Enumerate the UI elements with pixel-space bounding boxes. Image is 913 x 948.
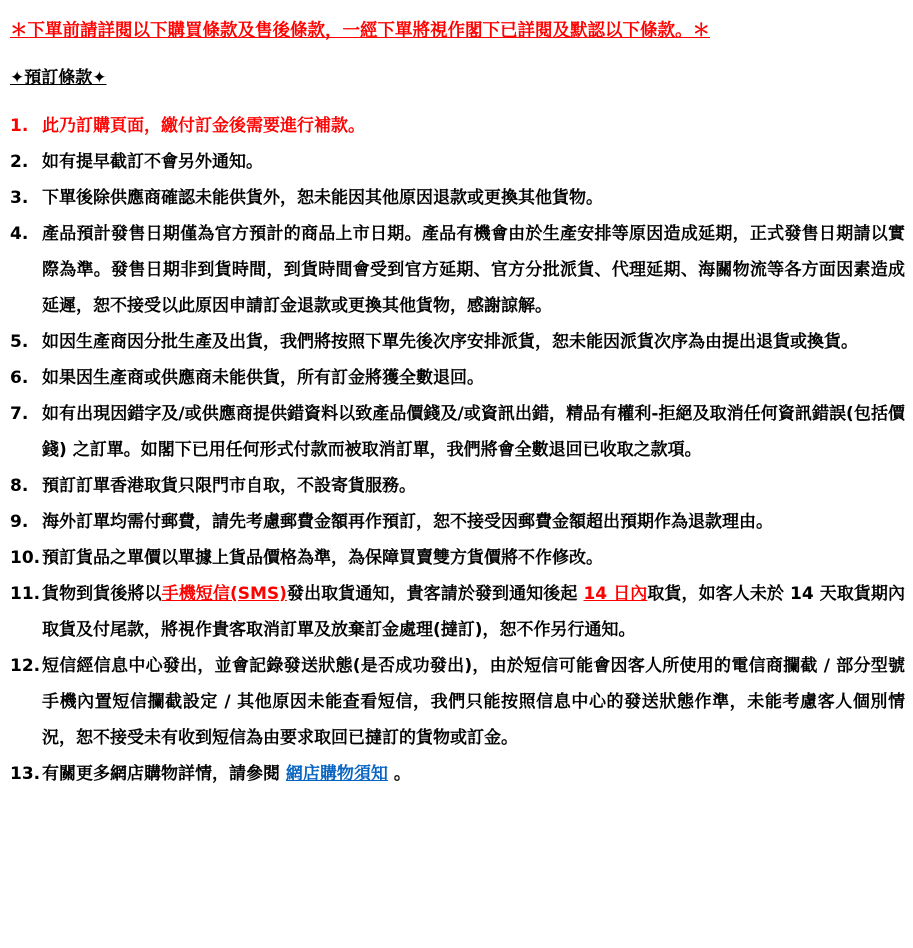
item-text xyxy=(42,360,905,396)
text-segment: 取貨，如客人未於 14 天取貨期內取貨及付尾款，將視作貴客取消訂單及放棄訂金處理(撻訂)，恕不作另行通知。 xyxy=(42,584,906,640)
item-number: 5. xyxy=(10,332,29,352)
list-item xyxy=(8,108,905,144)
list-item xyxy=(8,396,905,468)
text-segment: 有關更多網店購物詳情，請參閱 xyxy=(42,764,286,784)
list-item xyxy=(8,648,905,756)
list-item xyxy=(8,360,905,396)
item-number: 3. xyxy=(10,188,29,208)
item-number: 13. xyxy=(10,764,41,784)
text-segment: 預訂貨品之單價以單據上貨品價格為準，為保障買賣雙方貨價將不作修改。 xyxy=(42,548,603,568)
text-segment: 貨物到貨後將以 xyxy=(42,584,162,604)
text-segment: 短信經信息中心發出，並會記錄發送狀態(是否成功發出)，由於短信可能會因客人所使用的電信商攔截 / 部分型號手機內置短信攔截設定 / 其他原因未能查看短信，我們只能按照信息中心的發送狀態作準，未能考慮客人個別情況，恕不接受未有收到短信為由要求取回已撻訂的貨物或訂金。 xyxy=(42,656,905,748)
item-number: 10. xyxy=(10,548,41,568)
item-number: 12. xyxy=(10,656,41,676)
days-highlight: 14 日內 xyxy=(583,584,648,604)
page-title: ＊下單前請詳閱以下購買條款及售後條款，一經下單將視作閣下已詳閱及默認以下條款。＊ xyxy=(10,21,710,41)
list-item xyxy=(8,540,905,576)
sms-highlight: 手機短信(SMS) xyxy=(161,584,287,604)
item-text xyxy=(42,468,905,504)
item-number: 6. xyxy=(10,368,29,388)
text-segment: 如有提早截訂不會另外通知。 xyxy=(42,152,263,172)
shop-guide-link[interactable]: 網店購物須知 xyxy=(285,764,388,784)
list-item xyxy=(8,324,905,360)
item-text xyxy=(42,324,905,360)
list-item xyxy=(8,144,905,180)
text-segment: 預訂訂單香港取貨只限門市自取，不設寄貨服務。 xyxy=(42,476,416,496)
text-segment: 如有出現因錯字及/或供應商提供錯資料以致產品價錢及/或資訊出錯，精品有權利-拒絕及取消任何資訊錯誤(包括價錢) 之訂單。如閣下已用任何形式付款而被取消訂單，我們將會全數退回已收取之款項。 xyxy=(42,404,905,460)
text-segment: 如因生產商因分批生產及出貨，我們將按照下單先後次序安排派貨，恕未能因派貨次序為由提出退貨或換貨。 xyxy=(42,332,858,352)
item-text xyxy=(42,144,905,180)
list-item xyxy=(8,576,905,648)
item-text xyxy=(42,108,905,144)
list-item xyxy=(8,504,905,540)
item-text xyxy=(42,396,905,468)
item-text xyxy=(42,504,905,540)
item-number: 4. xyxy=(10,224,29,244)
list-item xyxy=(8,468,905,504)
item-number: 9. xyxy=(10,512,29,532)
item-text xyxy=(42,648,905,756)
text-segment: 發出取貨通知，貴客請於發到通知後起 xyxy=(286,584,584,604)
item-text xyxy=(42,216,905,324)
list-item xyxy=(8,180,905,216)
text-segment: 。 xyxy=(387,764,411,784)
item-text xyxy=(42,756,905,792)
item-number: 7. xyxy=(10,404,29,424)
list-item xyxy=(8,216,905,324)
item-text xyxy=(42,180,905,216)
item-text xyxy=(42,576,905,648)
item-number: 11. xyxy=(10,584,41,604)
item-number: 8. xyxy=(10,476,29,496)
text-segment: 海外訂單均需付郵費，請先考慮郵費金額再作預訂，恕不接受因郵費金額超出預期作為退款理由。 xyxy=(42,512,773,532)
terms-list xyxy=(8,108,905,792)
text-segment: 如果因生產商或供應商未能供貨，所有訂金將獲全數退回。 xyxy=(42,368,484,388)
section-header: ✦預訂條款✦ xyxy=(10,68,107,88)
list-item xyxy=(8,756,905,792)
text-segment: 下單後除供應商確認未能供貨外，恕未能因其他原因退款或更換其他貨物。 xyxy=(42,188,603,208)
text-segment: 此乃訂購頁面，繳付訂金後需要進行補款。 xyxy=(42,116,365,136)
item-number: 1. xyxy=(10,116,29,136)
item-number: 2. xyxy=(10,152,29,172)
text-segment: 產品預計發售日期僅為官方預計的商品上市日期。產品有機會由於生產安排等原因造成延期，正式發售日期請以實際為準。發售日期非到貨時間，到貨時間會受到官方延期、官方分批派貨、代理延期、海關物流等各方面因素造成延遲，恕不接受以此原因申請訂金退款或更換其他貨物，感謝諒解。 xyxy=(42,224,905,316)
item-text xyxy=(42,540,905,576)
